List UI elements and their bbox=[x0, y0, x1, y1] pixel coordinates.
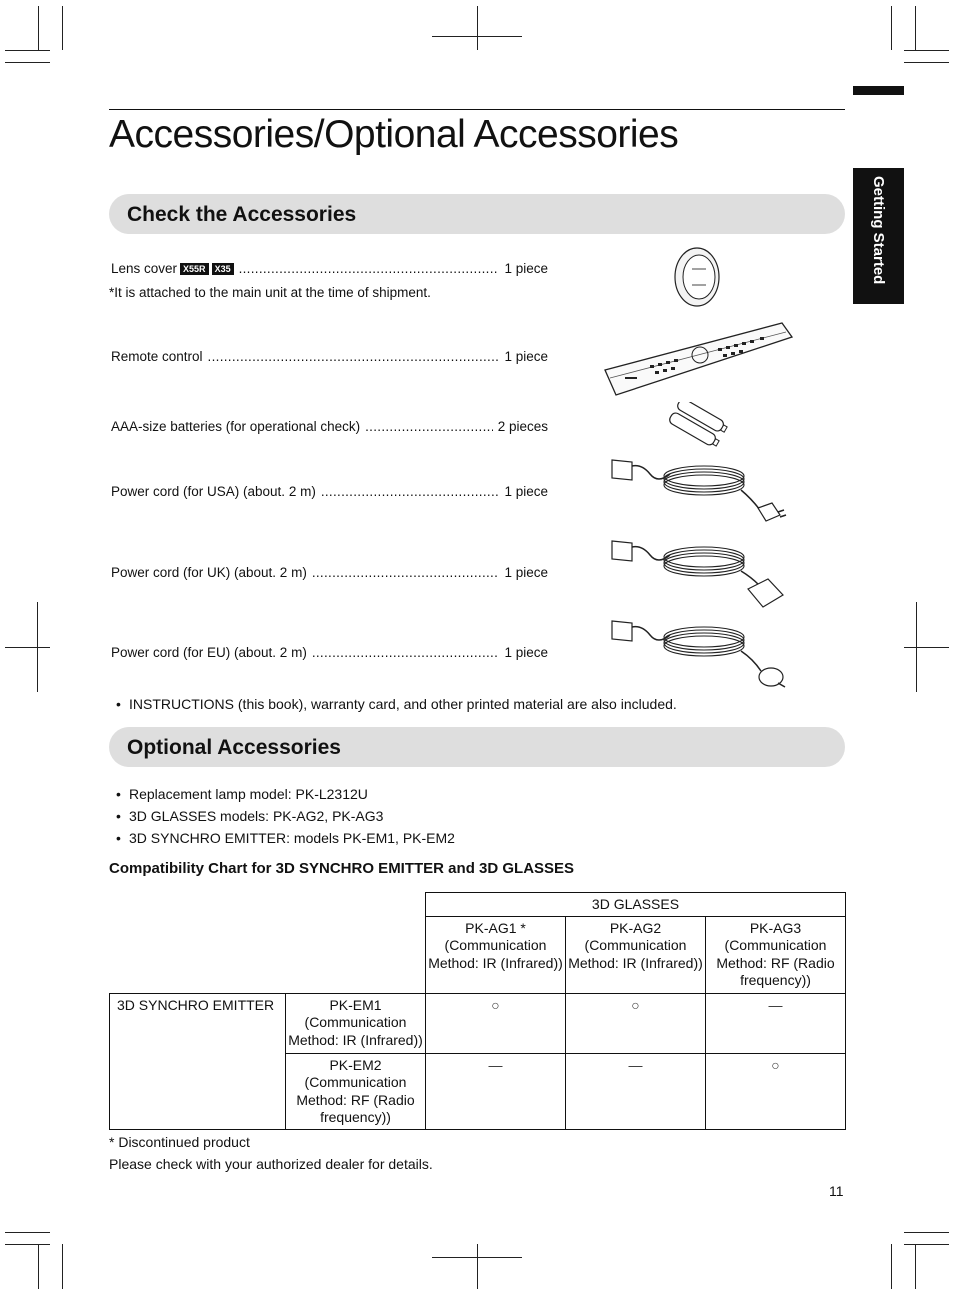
accessory-row-remote bbox=[111, 349, 548, 364]
included-note: • INSTRUCTIONS (this book), warranty card, and other printed material are also included. bbox=[116, 696, 677, 712]
model-badge-x55r: X55R bbox=[180, 263, 209, 275]
check-accessories-heading: Check the Accessories bbox=[127, 203, 357, 226]
glasses-col-ag1 bbox=[426, 916, 566, 993]
leader-dots bbox=[312, 645, 500, 660]
leader-dots bbox=[312, 565, 500, 580]
batteries-icon bbox=[665, 402, 735, 447]
remote-control-icon bbox=[600, 315, 795, 400]
leader-dots bbox=[365, 419, 493, 434]
accessory-name: Power cord (for USA) (about. 2 m) bbox=[111, 484, 316, 499]
accessory-row-power-uk bbox=[111, 565, 548, 580]
lens-cover-note: *It is attached to the main unit at the time of shipment. bbox=[109, 285, 431, 300]
compat-mark: ○ bbox=[771, 1056, 780, 1073]
power-cord-uk-icon bbox=[606, 533, 788, 611]
emitter-model: PK-EM2 bbox=[329, 1056, 382, 1073]
compat-mark: — bbox=[488, 1056, 503, 1073]
emitter-header: 3D SYNCHRO EMITTER bbox=[110, 993, 286, 1129]
title-rule bbox=[109, 109, 845, 110]
glasses-header: 3D GLASSES bbox=[426, 893, 846, 917]
lens-cover-icon bbox=[672, 245, 722, 310]
model-badge-x35: X35 bbox=[212, 263, 234, 275]
accessory-name: Lens cover bbox=[111, 261, 178, 276]
leader-dots bbox=[208, 349, 500, 364]
accessory-row-batteries bbox=[111, 419, 548, 434]
glasses-method: (Communication Method: IR (Infrared)) bbox=[428, 937, 563, 971]
leader-dots bbox=[239, 261, 500, 276]
accessory-qty: 1 piece bbox=[504, 261, 548, 276]
compat-mark: — bbox=[628, 1056, 643, 1073]
check-accessories-band bbox=[109, 194, 845, 234]
glasses-method: (Communication Method: RF (Radio frequency)) bbox=[716, 937, 835, 988]
accessory-name: Power cord (for EU) (about. 2 m) bbox=[111, 645, 307, 660]
accessory-qty: 1 piece bbox=[504, 565, 548, 580]
emitter-model: PK-EM1 bbox=[329, 996, 382, 1013]
side-tab bbox=[853, 168, 904, 304]
leader-dots bbox=[321, 484, 500, 499]
power-cord-usa-icon bbox=[606, 452, 788, 528]
compat-mark: ○ bbox=[491, 996, 500, 1013]
optional-accessories-band bbox=[109, 727, 845, 767]
accessory-qty: 1 piece bbox=[504, 645, 548, 660]
table-corner bbox=[110, 893, 426, 994]
accessory-qty: 1 piece bbox=[504, 349, 548, 364]
section-marker-bar bbox=[853, 86, 904, 95]
page-number: 11 bbox=[829, 1183, 844, 1199]
optional-bullet: • 3D SYNCHRO EMITTER: models PK-EM1, PK-EM2 bbox=[116, 830, 455, 846]
accessory-name: Remote control bbox=[111, 349, 203, 364]
accessory-row-power-usa bbox=[111, 484, 548, 499]
accessory-qty: 2 pieces bbox=[497, 419, 548, 434]
glasses-model: PK-AG1 * bbox=[465, 919, 526, 936]
accessory-name: AAA-size batteries (for operational check) bbox=[111, 419, 361, 434]
compat-mark: — bbox=[768, 996, 783, 1013]
glasses-col-ag2 bbox=[566, 916, 706, 993]
compat-mark: ○ bbox=[631, 996, 640, 1013]
footnote-discontinued: * Discontinued product bbox=[109, 1134, 250, 1150]
glasses-method: (Communication Method: IR (Infrared)) bbox=[568, 937, 703, 971]
side-tab-label: Getting Started bbox=[870, 176, 887, 285]
glasses-col-ag3 bbox=[706, 916, 846, 993]
accessory-row-lens-cover bbox=[111, 261, 548, 276]
glasses-model: PK-AG3 bbox=[749, 919, 802, 936]
emitter-method: (Communication Method: RF (Radio frequency)) bbox=[296, 1074, 415, 1125]
optional-bullet: • Replacement lamp model: PK-L2312U bbox=[116, 786, 368, 802]
power-cord-eu-icon bbox=[606, 613, 788, 691]
accessory-name: Power cord (for UK) (about. 2 m) bbox=[111, 565, 307, 580]
compat-table bbox=[109, 892, 846, 1130]
accessory-row-power-eu bbox=[111, 645, 548, 660]
glasses-model: PK-AG2 bbox=[609, 919, 662, 936]
optional-bullet: • 3D GLASSES models: PK-AG2, PK-AG3 bbox=[116, 808, 383, 824]
accessory-qty: 1 piece bbox=[504, 484, 548, 499]
emitter-row-em2 bbox=[286, 1053, 426, 1129]
footnote-dealer: Please check with your authorized dealer for details. bbox=[109, 1156, 433, 1172]
emitter-row-em1 bbox=[286, 993, 426, 1053]
page-title: Accessories/Optional Accessories bbox=[109, 113, 679, 156]
emitter-method: (Communication Method: IR (Infrared)) bbox=[288, 1014, 423, 1048]
optional-accessories-heading: Optional Accessories bbox=[127, 736, 341, 759]
compat-chart-heading: Compatibility Chart for 3D SYNCHRO EMITTER and 3D GLASSES bbox=[109, 860, 575, 877]
